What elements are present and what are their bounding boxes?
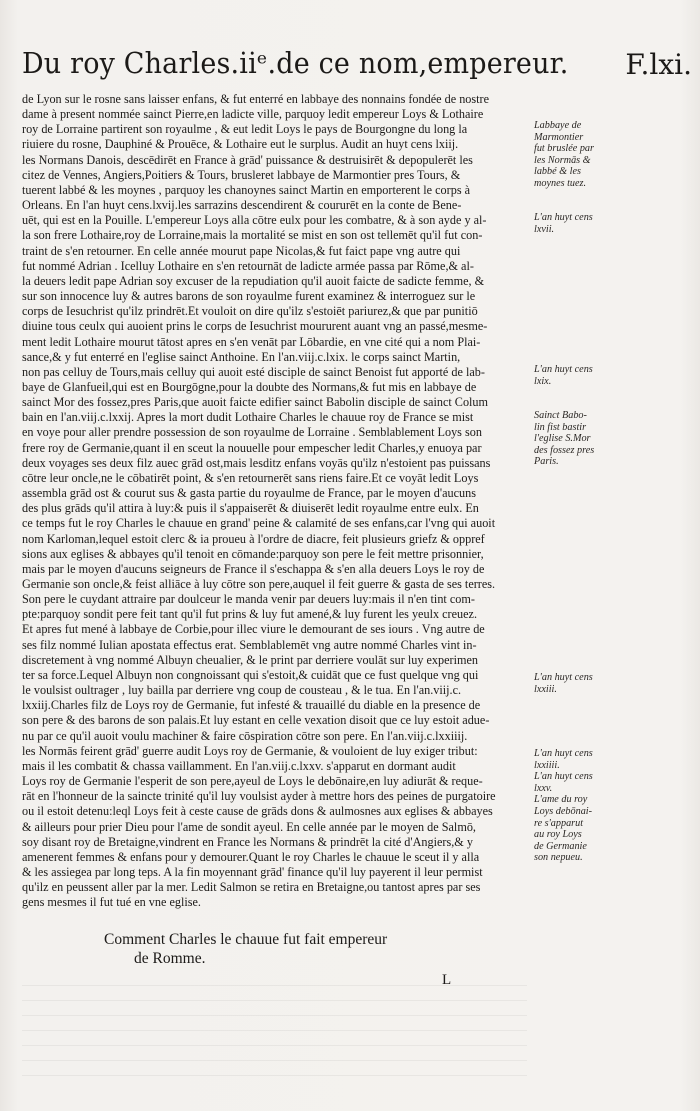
marginal-note-line: de Germanie xyxy=(534,840,587,852)
marginal-note-line: lin fist bastir xyxy=(534,421,587,433)
text-line: non pas celluy de Tours,mais celluy qui auoit esté disciple de sainct Benoist fut apporté de lab- xyxy=(22,364,485,379)
text-line: sur son innocence luy & autres barons de son royaulme furent examinez & interroguez sur le xyxy=(22,289,476,304)
text-line: dame à present nommée sainct Pierre,en ladicte ville, parquoy ledit empereur Loys & Lothaire xyxy=(22,107,484,122)
signature-mark: L xyxy=(442,972,452,988)
text-line: les Normās feirent grād' guerre audit Loys roy de Germanie, & vouloient de luy exiger tribut: xyxy=(22,743,478,758)
marginal-note-line: lxxv. xyxy=(534,782,553,794)
text-line: frere roy de Germanie,quant il en sceut la nouuelle pour empescher ledit Charles,y enuoya par xyxy=(22,440,482,455)
marginal-note-line: L'an huyt cens xyxy=(534,748,593,759)
marginal-note-line: l'eglise S.Mor xyxy=(534,433,591,445)
text-line: nom Karloman,lequel estoit clerc & ia proueu à l'ordre de diacre, feit plusieurs griefz & oppref xyxy=(22,531,485,546)
folio-number: F.lxi. xyxy=(625,48,692,81)
text-line: tuerent labbé & les moynes , parquoy les chanoynes sainct Martin en emporterent le corps à xyxy=(22,182,471,197)
marginal-note-line: L'an huyt cens xyxy=(534,212,593,223)
text-line: qu'ilz en peussent aller par la mer. Ledit Salmon se retira en Bretaigne,ou tantost apres par ses xyxy=(22,880,481,895)
text-line: Germanie son oncle,& feist alliāce à luy cōtre son pere,auquel il feit guerre & gasta de ses terres. xyxy=(22,577,496,591)
text-line: riuiere du rosne, Dauphiné & Prouēce, & Lothaire eut le surplus. Audit an huyt cens lxiij. xyxy=(22,137,459,152)
text-line: deux voyages ses deux filz auec grād ost,mais lesditz enfans voyās qu'ilz n'estoient pas puissans xyxy=(22,455,491,470)
text-line: uēt, qui est en la Pouille. L'empereur Loys alla cōtre eulx pour les combatre, & à son ayde y al- xyxy=(22,213,487,228)
text-line: roy de Lorraine partirent son royaulme , & eut ledit Loys le pays de Bourgongne du long la xyxy=(22,122,468,137)
text-line: mais par le moyen d'aucuns seigneurs de France il s'eschappa & s'en alla deuers Loys le roy de xyxy=(22,561,485,576)
text-line: nu par ce qu'il auoit voulu machiner & faire cōspiration cōtre son pere. En l'an.viij.c.lxxiiij. xyxy=(22,728,468,743)
text-line: diuine tous ceulx qui auoient prins le corps de Iesuchrist moururent auant vng an passé,mesme- xyxy=(22,319,488,334)
text-line: en voye pour aller prendre possession de son royaulme de Lorraine . Semblablement Loys son xyxy=(22,425,482,440)
page-title: Du roy Charles.iiᵉ.de ce nom,empereur. xyxy=(22,46,569,80)
text-line: corps de Iesuchrist qu'ilz prindrēt.Et vouloit on dire qu'ilz s'estoiēt pariurez,& que par punitiō xyxy=(22,304,478,319)
text-line: Son pere le cuydant attraire par doulceur le manda venir par deuers luy:mais il n'en tint com- xyxy=(22,592,475,607)
chapter-heading xyxy=(104,930,464,968)
marginal-note-line: re s'apparut xyxy=(534,817,584,829)
text-line: bain en l'an.viij.c.lxxij. Apres la mort dudit Lothaire Charles le chauue roy de France se mist xyxy=(22,410,474,425)
chapter-heading-line-1: Comment Charles le chauue fut fait empereur xyxy=(104,931,388,948)
text-line: cōtre leur oncle,ne le cōbatirēt point, & s'en retournerēt sans riens faire.Et ce voyāt ledit Loys xyxy=(22,470,479,485)
marginal-note-line: lxix. xyxy=(534,375,552,387)
text-line: ment ledit Lothaire mourut tātost apres en s'en venāt par Lōbardie, en vne cité qui a nom Plai- xyxy=(22,334,481,349)
marginal-note-line: Loys debōnai- xyxy=(534,805,593,817)
text-line: ou il estoit detenu:leql Loys feit à ceste cause de grāds dons & aulmosnes aux eglises & abbayes xyxy=(22,804,493,819)
text-line: Orleans. En l'an huyt cens.lxvij.les sarrazins descendirent & coururēt en la conte de Bene- xyxy=(22,198,462,213)
text-line: amenerent femmes & enfans pour y demourer.Quant le roy Charles le chauue le sceut il y alla xyxy=(22,849,480,864)
chapter-heading-line-2: de Romme. xyxy=(134,950,206,967)
text-line: Et apres fut mené à labbaye de Corbie,pour illec viure le demourant de ses iours . Vng autre de xyxy=(22,622,485,637)
marginal-note-year-lxvii xyxy=(534,212,630,235)
text-line: fut nommé Adrian . Icelluy Lothaire en s'en retournāt de ladicte armée passa par Rōme,& al- xyxy=(22,258,474,273)
marginal-note-year-lxix xyxy=(534,364,630,387)
text-line: gens mesmes il fut tué en vne eglise. xyxy=(22,895,201,910)
marginal-note-line: Marmontier xyxy=(534,131,584,143)
show-through-texture xyxy=(22,985,527,1085)
marginal-note-line: L'ame du roy xyxy=(534,794,588,806)
marginal-note-line: les Normās & xyxy=(534,154,591,166)
marginal-note-babolin xyxy=(534,410,630,468)
marginal-note-line: Labbaye de xyxy=(534,120,582,131)
main-text-column xyxy=(22,92,527,910)
text-line: ter sa force.Lequel Albuyn non congnoissant qui s'estoit,& cuidāt que ce fust quelque vng qui xyxy=(22,667,479,682)
marginal-note-year-lxxiii xyxy=(534,672,630,695)
text-line: & ailleurs pour prier Dieu pour l'ame de sondit ayeul. En celle année par le moyen de Salmō, xyxy=(22,819,476,834)
text-line: rāt en l'honneur de la saincte trinité qu'il luy voulsist ayder à mettre hors des peines de purgatoire xyxy=(22,789,496,804)
text-line: pte:parquoy sondit pere feit tant qu'il fut prins & luy fut amené,& luy furent les yeulx creuez. xyxy=(22,607,478,622)
text-line: ce temps fut le roy Charles le chauue en grand' peine & calamité de ses enfans,car l'vng qui auoit xyxy=(22,516,496,531)
marginal-note-line: L'an huyt cens xyxy=(534,364,593,375)
text-line: & les assiegea par long teps. A la fin moyennant grād' finance qu'il luy payerent il leur permist xyxy=(22,864,483,879)
marginal-note-line: moynes tuez. xyxy=(534,177,587,189)
text-line: citez de Vennes, Angiers,Poitiers & Tours, brusleret labbaye de Marmontier pres Tours, & xyxy=(22,167,461,182)
text-line: ses filz nommé Iulian apostata effectus erat. Semblablemēt vng autre nommé Charles vint in- xyxy=(22,637,477,652)
text-line: la deuers ledit pape Adrian soy excuser de la repudiation qu'il auoit faicte de sadicte femme, & xyxy=(22,273,485,288)
marginal-note-year-lxxiiii xyxy=(534,748,630,864)
text-line: sance,& y fut enterré en l'eglise sainct Anthoine. En l'an.viij.c.lxix. le corps sainct Martin, xyxy=(22,349,461,364)
marginal-note-labbaye xyxy=(534,120,630,190)
text-line: Loys roy de Germanie l'esperit de son pere,ayeul de Loys le debōnaire,en luy adiurāt & reque- xyxy=(22,774,483,789)
marginal-note-line: lxvii. xyxy=(534,223,555,235)
marginal-note-line: des fossez pres xyxy=(534,444,595,456)
text-line: la son frere Lothaire,roy de Lorraine,mais la mortalité se mist en son ost tellemēt qu'il fut con- xyxy=(22,228,483,243)
text-line: discretement à vng nommé Albuyn cheualier, & le print par derriere voulāt sur luy experimen xyxy=(22,652,479,667)
text-line: les Normans Danois, descēdirēt en France à grād' puissance & destruisirēt & depopulerēt les xyxy=(22,152,473,167)
text-line: des plus grāds qu'il attira à luy:& puis il s'appaiserēt & diuiserēt ledit royaulme entre eulx. En xyxy=(22,501,479,516)
text-line: son pere & des barons de son palais.Et luy estant en celle vexation disoit que ce luy estoit adue- xyxy=(22,713,490,728)
marginal-note-line: L'an huyt cens xyxy=(534,771,593,783)
text-line: sainct Mor des fossez,pres Paris,que auoit faicte edifier sainct Babolin disciple de sainct Colum xyxy=(22,395,489,410)
text-line: baye de Glanfueil,qui est en Bourgōgne,pour la doubte des Normans,& fut mis en labbaye de xyxy=(22,379,477,394)
text-line: soy disant roy de Bretaigne,vindrent en France les Normans & prindrēt la cité d'Angiers,& y xyxy=(22,834,473,849)
marginal-note-line: au roy Loys xyxy=(534,829,582,841)
marginal-note-line: L'an huyt cens xyxy=(534,672,593,683)
text-line: mais il les combatit & chassa vaillamment. En l'an.viij.c.lxxv. s'apparut en dormant audit xyxy=(22,758,456,773)
marginal-note-line: lxxiii. xyxy=(534,683,557,695)
text-line: sions aux eglises & abbayes qu'il tenoit en cōmande:parquoy son pere le feit mettre prisonnier, xyxy=(22,546,484,561)
text-line: traint de s'en retourner. En celle année mourut pape Nicolas,& fut faict pape vng autre qui xyxy=(22,243,461,258)
marginal-note-line: labbé & les xyxy=(534,166,581,178)
text-line: de Lyon sur le rosne sans laisser enfans, & fut enterré en labbaye des nonnains fondée de nostre xyxy=(22,92,490,106)
marginal-note-line: son nepueu. xyxy=(534,852,583,864)
text-line: lxxiij.Charles filz de Loys roy de Germanie, fut infesté & trauaillé du diable en la presence de xyxy=(22,698,481,713)
text-line: le voulsist oultrager , luy bailla par derriere vng coup de cousteau , & le tua. En l'an.viij.c. xyxy=(22,683,462,698)
marginal-note-line: lxxiiii. xyxy=(534,759,560,771)
text-line: assembla grād ost & courut sus & gasta partie du royaulme de France, par le moyen d'aucuns xyxy=(22,486,476,501)
marginal-note-line: fut bruslée par xyxy=(534,143,594,155)
marginal-note-line: Paris. xyxy=(534,456,559,468)
marginal-note-line: Sainct Babo- xyxy=(534,410,587,421)
